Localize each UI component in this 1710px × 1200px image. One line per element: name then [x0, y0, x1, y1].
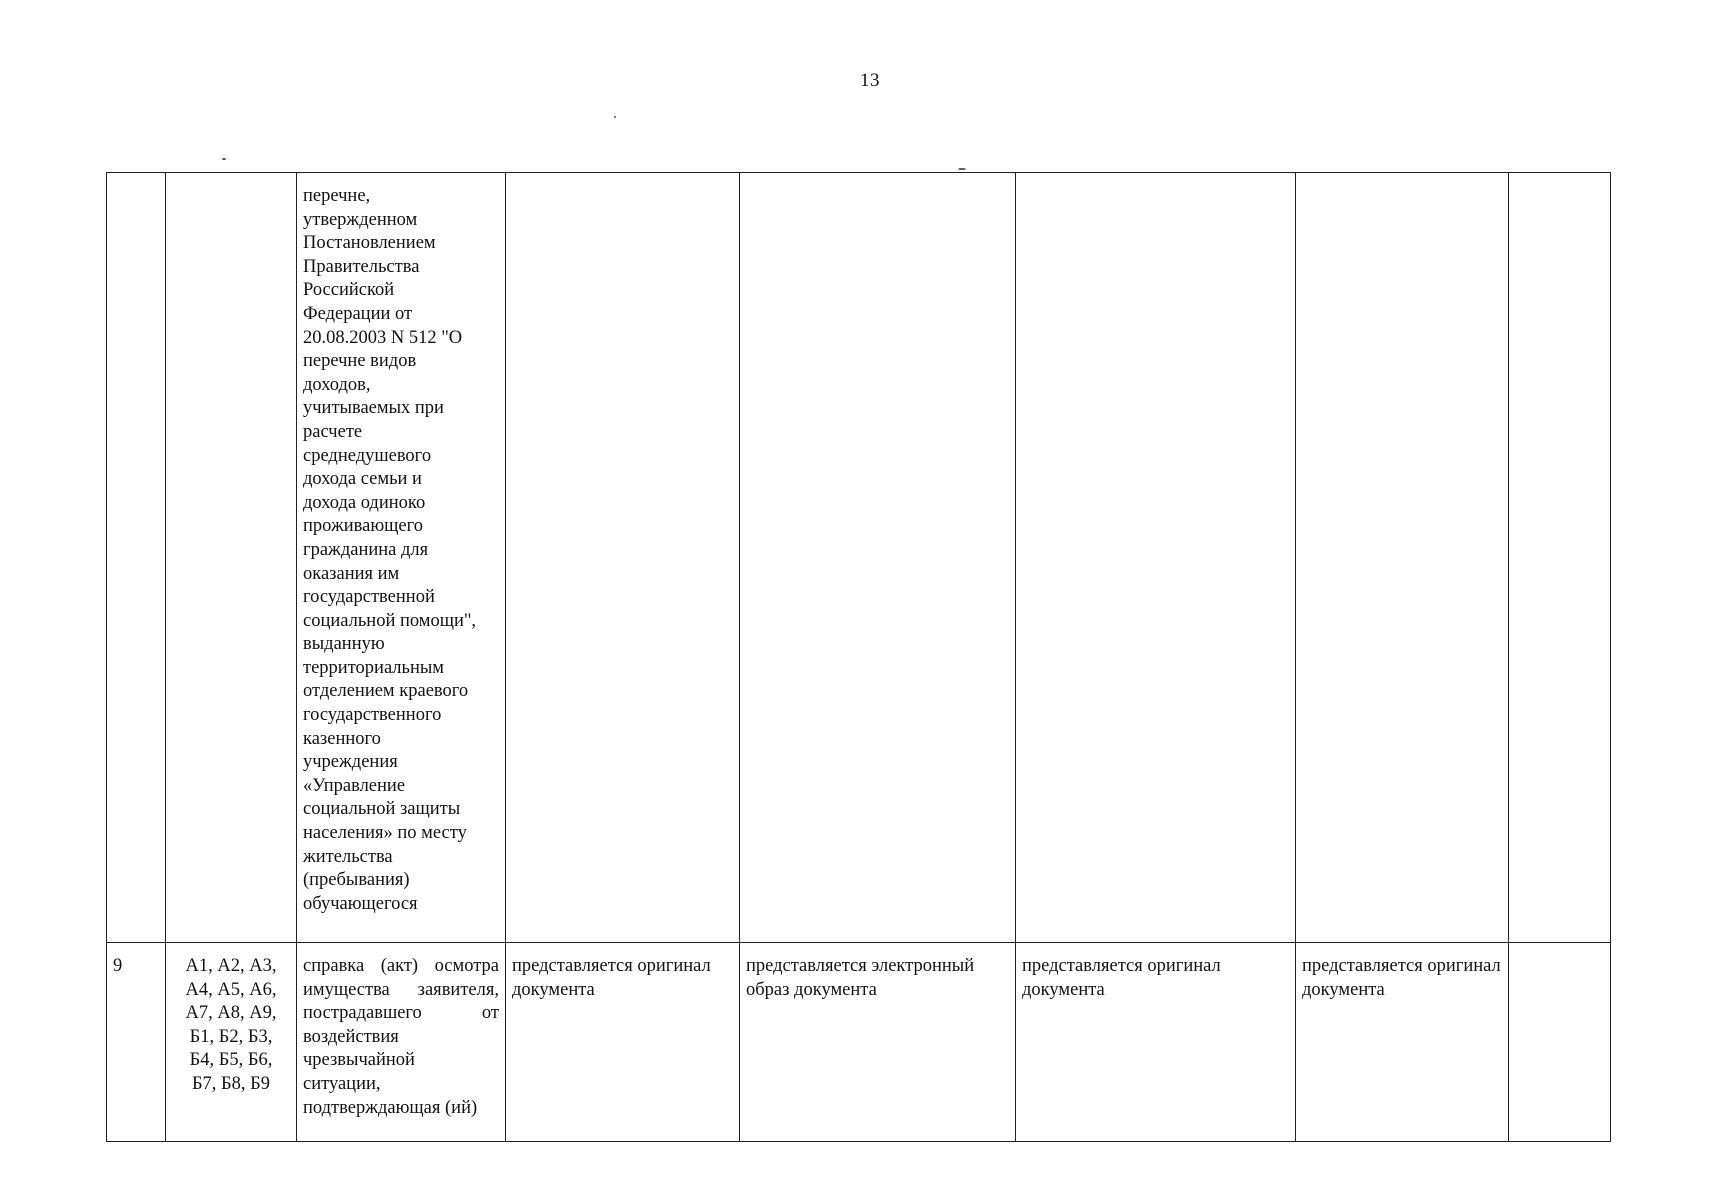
- table-cell: [506, 173, 740, 943]
- document-name-line: государственного: [303, 705, 442, 726]
- table-cell: [1296, 173, 1509, 943]
- submission-method-cell: представляется оригинал документа: [1016, 943, 1296, 1142]
- document-name-line: расчете: [303, 421, 363, 442]
- scan-artifact: [614, 116, 616, 118]
- document-name-line: выданную: [303, 634, 385, 655]
- document-name-line: социальной защиты: [303, 799, 461, 820]
- document-name-line: населения» по месту: [303, 823, 467, 844]
- codes-line: А7, А8, А9,: [185, 1003, 277, 1024]
- submission-method-cell: представляется электронный образ документа: [740, 943, 1016, 1142]
- document-name-line: учитываемых при: [303, 398, 444, 419]
- document-name-line: «Управление: [303, 775, 406, 796]
- document-name-line: утвержденном: [303, 209, 418, 230]
- document-name-line: чрезвычайной: [303, 1050, 415, 1071]
- document-name-line: перечне,: [303, 186, 371, 206]
- row-number-cell: 9: [107, 943, 166, 1142]
- document-name-line: казенного: [303, 728, 381, 749]
- row-number-cell: [107, 173, 166, 943]
- codes-line: А1, А2, А3,: [185, 956, 277, 976]
- document-name-text: [303, 185, 499, 916]
- document-name-line: Постановлением: [303, 233, 436, 254]
- table-row-continuation: [107, 173, 1611, 943]
- document-name-line: перечне видов: [303, 351, 417, 372]
- document-name-line: ситуации,: [303, 1073, 381, 1094]
- codes-cell: [166, 943, 297, 1142]
- table-cell: [1509, 173, 1611, 943]
- document-name-line: подтверждающая (ий): [303, 1097, 478, 1118]
- document-name-line: территориальным: [303, 657, 445, 678]
- document-name-line: оказания им: [303, 563, 400, 584]
- submission-method-cell: представляется оригинал документа: [1296, 943, 1509, 1142]
- scan-artifact: [222, 158, 226, 160]
- document-name-line: Федерации от: [303, 303, 413, 324]
- document-name-line: воздействия: [303, 1026, 399, 1047]
- table-cell: [1509, 943, 1611, 1142]
- table-cell: [740, 173, 1016, 943]
- codes-line: А4, А5, А6,: [185, 979, 277, 1000]
- document-name-cell: [297, 943, 506, 1142]
- codes-line: Б7, Б8, Б9: [191, 1073, 271, 1094]
- codes-cell: [166, 173, 297, 943]
- codes-line: Б4, Б5, Б6,: [189, 1050, 273, 1071]
- document-name-line: Правительства: [303, 256, 420, 277]
- document-name-line: доходов,: [303, 374, 371, 395]
- submission-method-cell: представляется оригинал документа: [506, 943, 740, 1142]
- document-name-line: Российской: [303, 280, 395, 301]
- document-name-line: жительства: [303, 846, 393, 867]
- document-name-line: гражданина для: [303, 539, 429, 560]
- document-name-line: среднедушевого: [303, 445, 432, 466]
- documents-table: [106, 172, 1611, 1142]
- document-name-line: 20.08.2003 N 512 "О: [303, 327, 463, 348]
- document-name-line: обучающегося: [303, 893, 418, 914]
- document-name-line: государственной: [303, 587, 435, 608]
- document-name-line: проживающего: [303, 516, 423, 537]
- document-name-line: учреждения: [303, 752, 398, 773]
- document-name-cell: [297, 173, 506, 943]
- document-name-line: дохода одиноко: [303, 492, 426, 513]
- table-cell: [1016, 173, 1296, 943]
- document-name-line: справка (акт) осмотра: [303, 956, 499, 976]
- table-row-9: [107, 943, 1611, 1142]
- document-name-line: социальной помощи",: [303, 610, 477, 631]
- page-number: 13: [860, 70, 880, 91]
- codes-line: Б1, Б2, Б3,: [189, 1026, 273, 1047]
- document-name-line: (пребывания): [303, 870, 410, 891]
- document-name-line: дохода семьи и: [303, 469, 422, 490]
- document-name-line: отделением краевого: [303, 681, 469, 702]
- document-name-line: имущества заявителя,: [303, 979, 499, 1000]
- document-name-text: [303, 955, 499, 1120]
- scan-artifact: [958, 168, 966, 170]
- codes-text: [172, 955, 290, 1097]
- document-name-line: пострадавшего от: [303, 1003, 499, 1024]
